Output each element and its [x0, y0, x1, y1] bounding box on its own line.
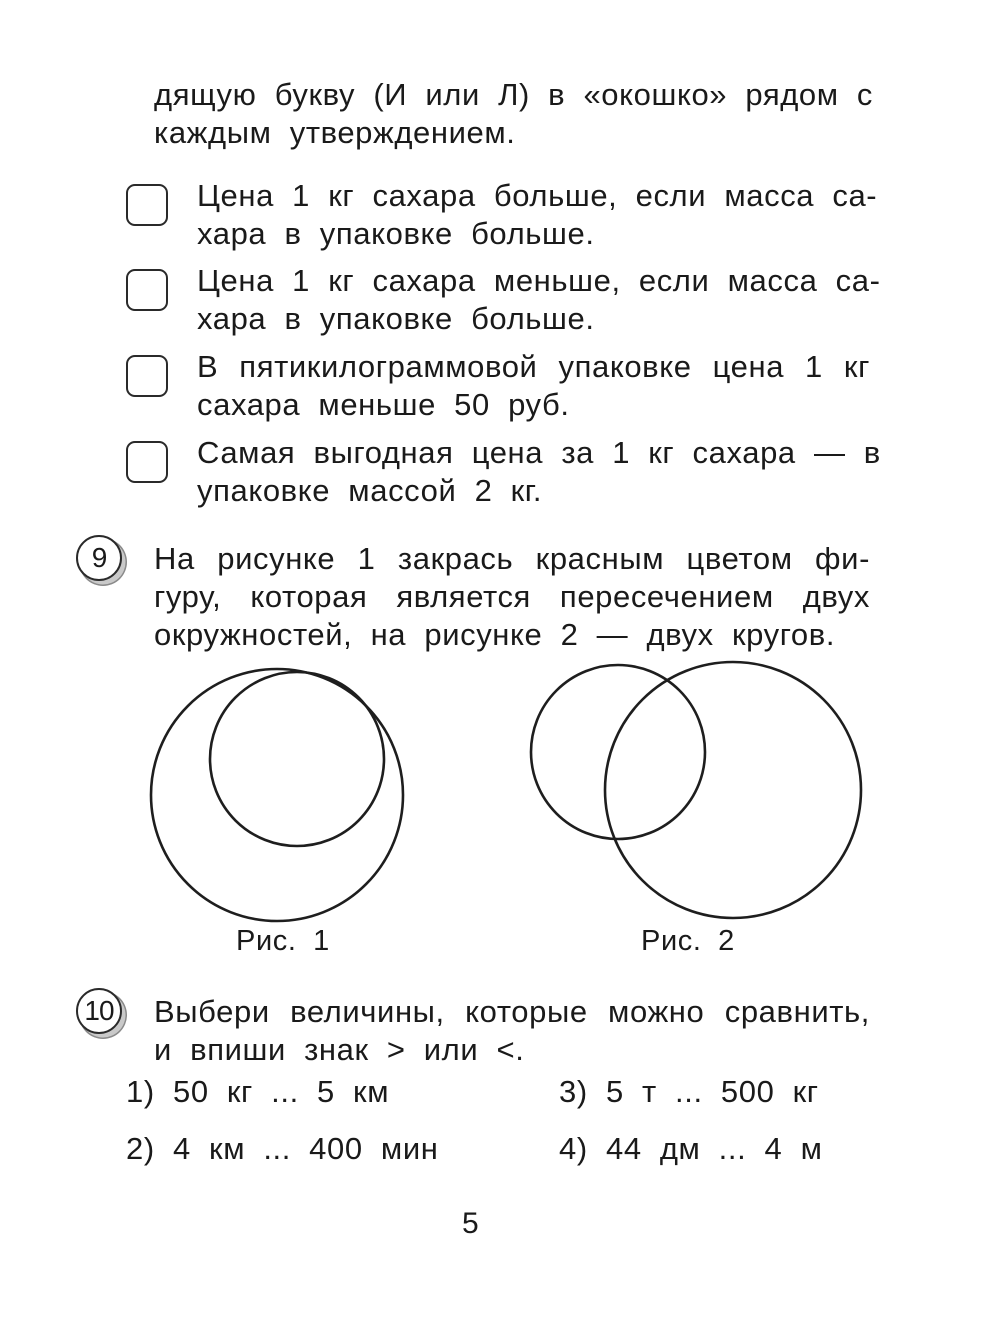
figure-2-caption: Рис. 2 — [641, 925, 735, 957]
task-9-line-2: гуру, которая является пересечением двух — [154, 579, 870, 614]
figure-2-right-circle[interactable] — [605, 662, 861, 918]
figure-1-small-circle[interactable] — [210, 672, 384, 846]
statement-1-line-1: Цена 1 кг сахара больше, если масса са- — [197, 178, 878, 213]
statement-4-line-2: упаковке массой 2 кг. — [197, 473, 543, 508]
statement-3-line-2: сахара меньше 50 руб. — [197, 387, 570, 422]
figure-2 — [531, 662, 861, 918]
statement-2-line-1: Цена 1 кг сахара меньше, если масса са- — [197, 263, 881, 298]
intro-line-1: дящую букву (И или Л) в «окошко» рядом с — [154, 77, 873, 112]
figure-1-caption: Рис. 1 — [236, 925, 330, 957]
page-number: 5 — [462, 1207, 479, 1240]
statement-3-line-1: В пятикилограммовой упаковке цена 1 кг — [197, 349, 870, 384]
statement-4-line-1: Самая выгодная цена за 1 кг сахара — в — [197, 435, 881, 470]
task-9-line-1: На рисунке 1 закрась красным цветом фи- — [154, 541, 870, 576]
statement-2-line-2: хара в упаковке больше. — [197, 301, 595, 336]
statement-1-line-2: хара в упаковке больше. — [197, 216, 595, 251]
comparison-option-4: 4) 44 дм ... 4 м — [559, 1131, 823, 1166]
task-9-number-badge: 9 — [76, 535, 122, 581]
intro-line-2: каждым утверждением. — [154, 115, 516, 150]
comparison-option-1: 1) 50 кг ... 5 км — [126, 1074, 390, 1109]
task-10-line-2: и впиши знак > или <. — [154, 1032, 525, 1067]
comparison-option-3: 3) 5 т ... 500 кг — [559, 1074, 819, 1109]
task-10-number-badge: 10 — [76, 988, 122, 1034]
task-9-line-3: окружностей, на рисунке 2 — двух кругов. — [154, 617, 836, 652]
comparison-option-2: 2) 4 км ... 400 мин — [126, 1131, 439, 1166]
task-10-line-1: Выбери величины, которые можно сравнить, — [154, 994, 870, 1029]
figure-1 — [151, 669, 403, 921]
figure-2-left-circle[interactable] — [531, 665, 705, 839]
